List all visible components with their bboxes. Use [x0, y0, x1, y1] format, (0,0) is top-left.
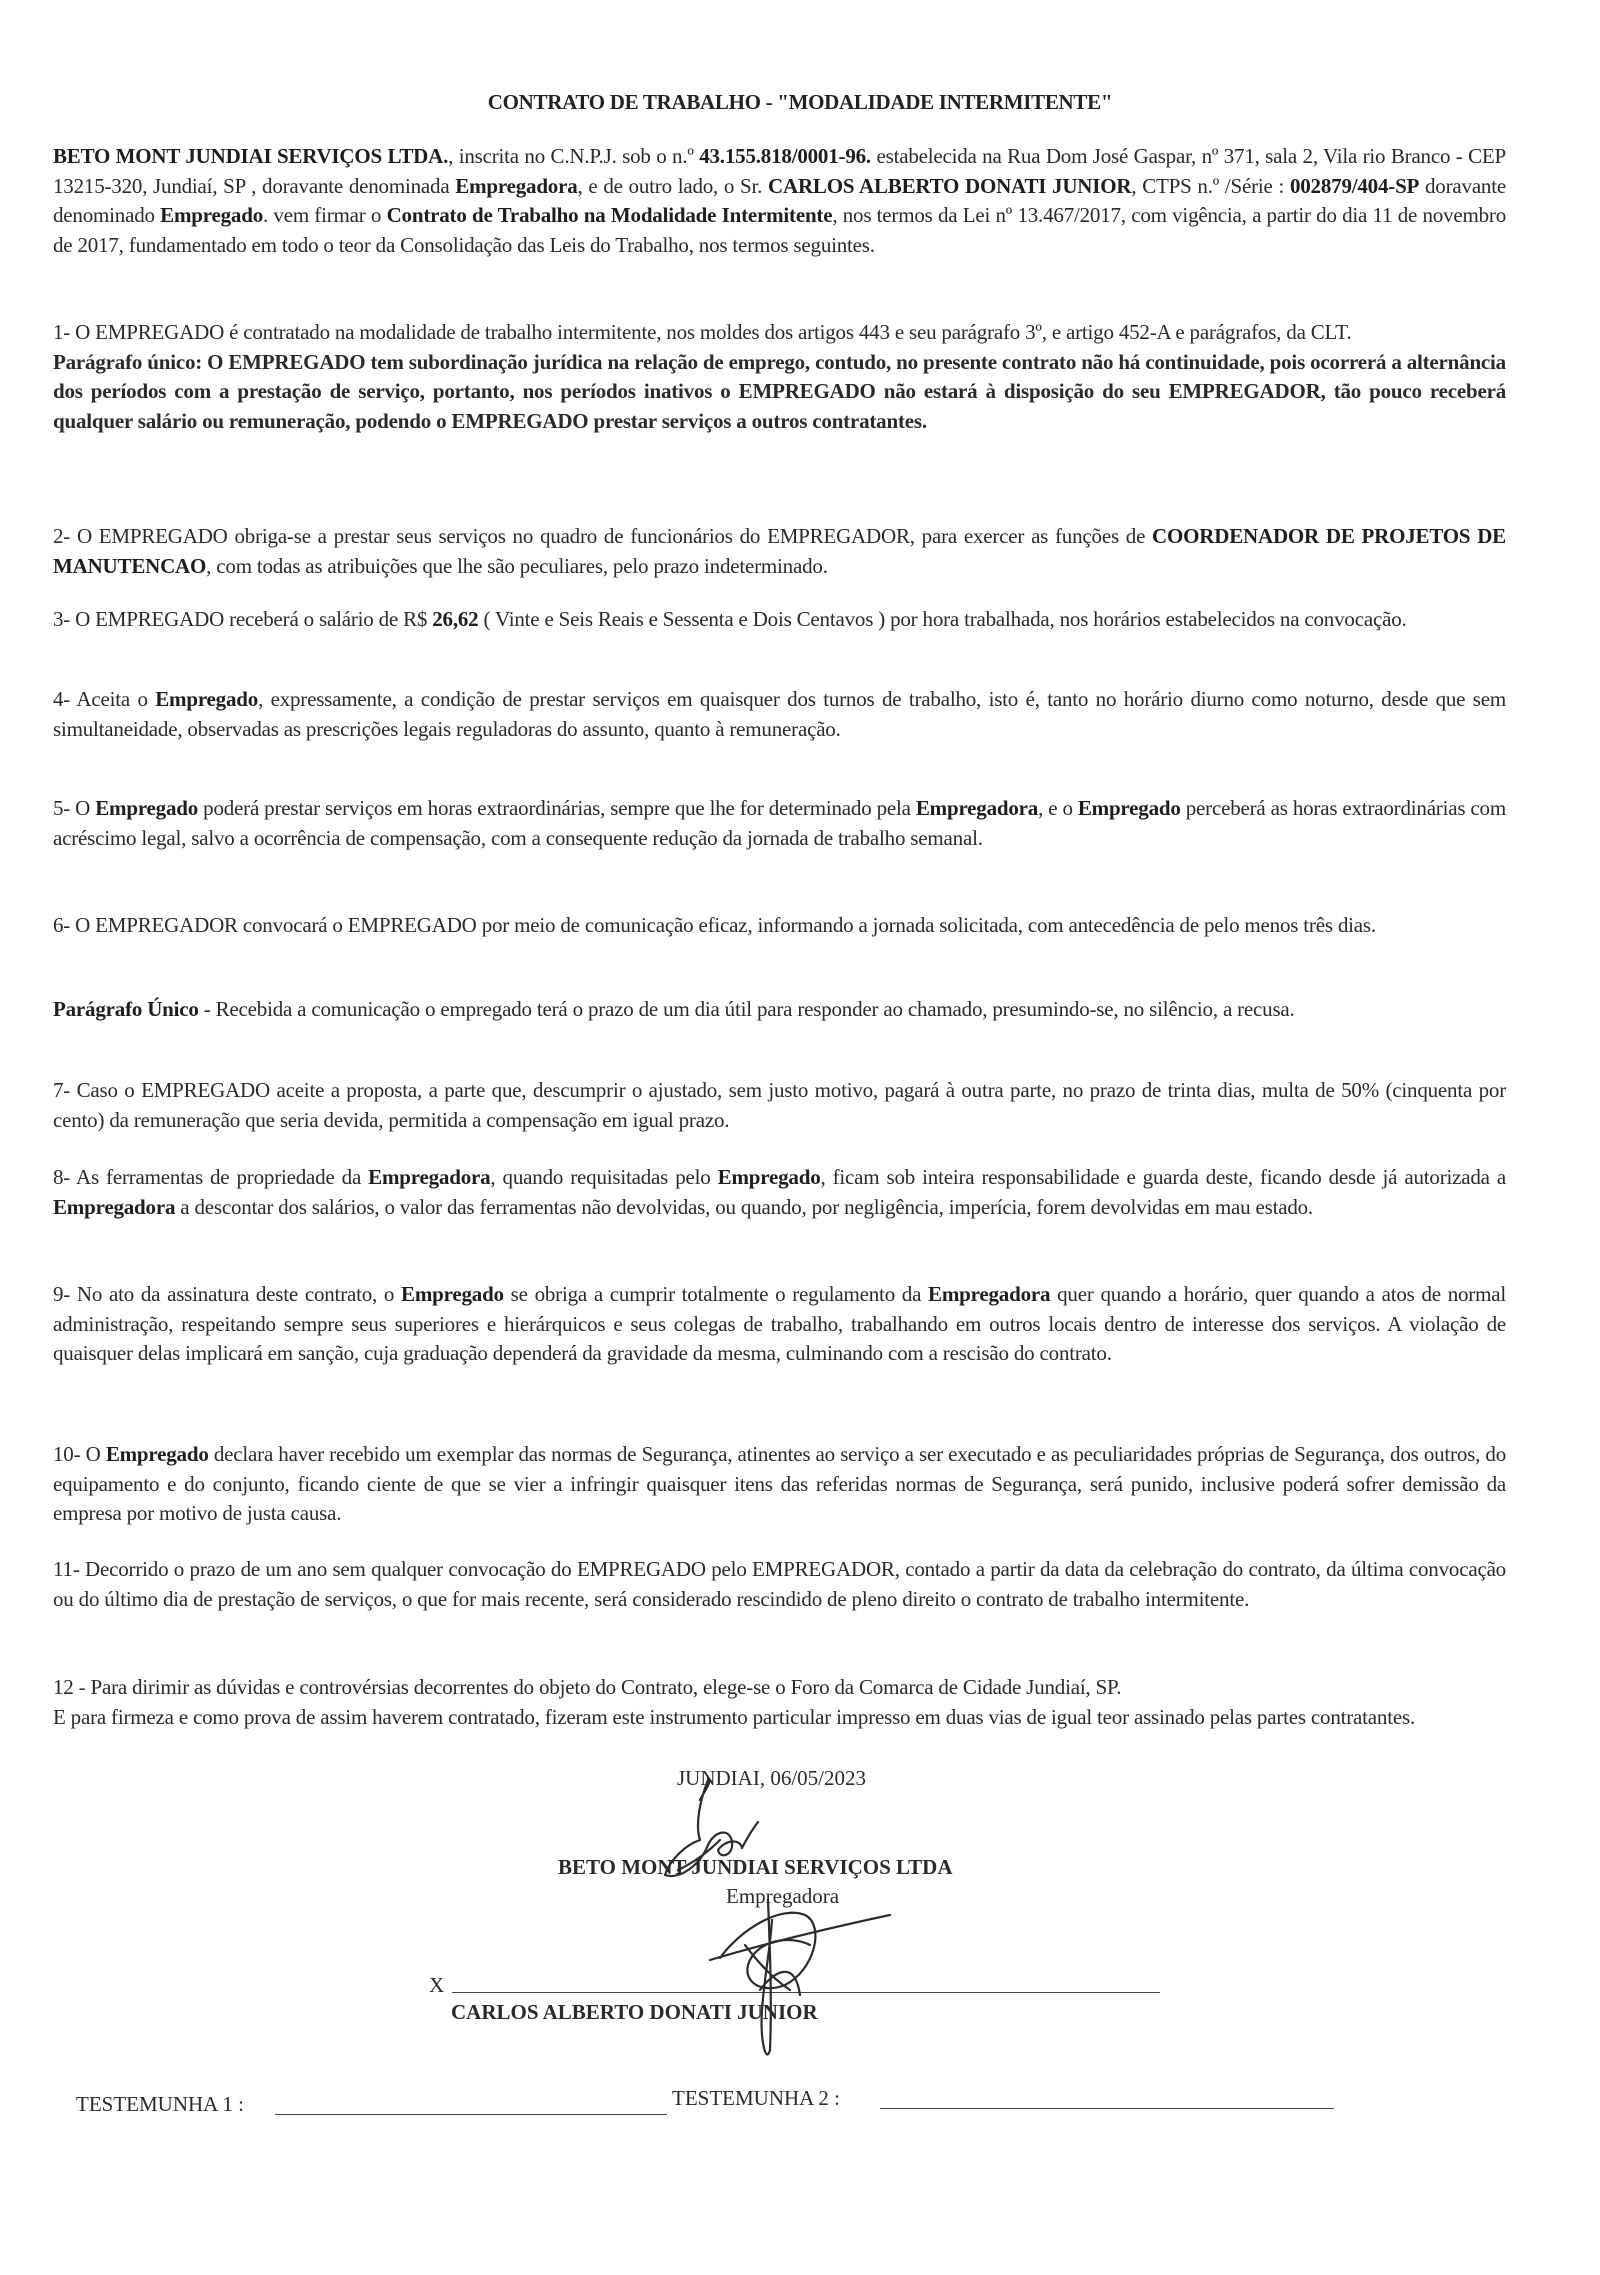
intro-text: , e de outro lado, o Sr. — [577, 173, 769, 198]
witness-1-line[interactable] — [275, 2114, 667, 2115]
clause-5 — [53, 794, 1506, 853]
clause-text: perceberá as horas extraordinárias com acréscimo legal, salvo a ocorrência de compensação, com a consequente redução da jornada de trabalho semanal. — [53, 796, 1506, 850]
clause-10 — [53, 1440, 1506, 1529]
paragraph-label: Parágrafo Único — [53, 997, 199, 1021]
witness-2-line[interactable] — [880, 2108, 1334, 2109]
clause-4 — [53, 685, 1506, 744]
intro-text: . vem firmar o — [263, 203, 387, 227]
clause-text: 2- O EMPREGADO obriga-se a prestar seus serviços no quadro de funcionários do EMPREGADOR, para exercer as funções de — [53, 524, 1153, 548]
clause-text: 9- No ato da assinatura deste contrato, o — [53, 1282, 402, 1306]
job-role: COORDENADOR DE PROJETOS DE MANUTENCAO — [53, 524, 1506, 578]
clause-text: , com todas as atribuições que lhe são peculiares, pelo prazo indeterminado. — [206, 553, 828, 578]
clause-text: , ficam sob inteira responsabilidade e guarda deste, ficando desde já autorizada a — [820, 1165, 1506, 1189]
clause-6-paragraph — [53, 995, 1506, 1025]
clause-1 — [53, 318, 1506, 436]
clause-text: 4- Aceita o — [53, 687, 156, 711]
employer-role: Empregadora — [726, 1884, 840, 1908]
term-empregado: Empregado — [717, 1165, 821, 1189]
cnpj-number: 43.155.818/0001-96. — [699, 144, 871, 168]
paragraph-label: Parágrafo único: — [53, 349, 208, 374]
clause-11 — [53, 1555, 1506, 1614]
clause-text: se obriga a cumprir totalmente o regulamento da — [503, 1282, 929, 1306]
clause-9 — [53, 1280, 1506, 1369]
contract-name: Contrato de Trabalho na Modalidade Intermitente — [386, 203, 833, 227]
document-title: CONTRATO DE TRABALHO - "MODALIDADE INTERMITENTE" — [487, 90, 1113, 114]
clause-text: - Recebida a comunicação o empregado terá o prazo de um dia útil para responder ao chamado, presumindo-se, no silêncio, a recusa. — [198, 997, 1295, 1021]
employee-handwritten-signature — [700, 1890, 900, 2070]
clause-text: 8- As ferramentas de propriedade da — [53, 1165, 369, 1189]
clause-1-text: 1- O EMPREGADO é contratado na modalidade de trabalho intermitente, nos moldes dos artigos 443 e seu parágrafo 3º, e artigo 452-A e parágrafos, da CLT. — [53, 320, 1352, 344]
clause-8 — [53, 1163, 1506, 1222]
term-empregado: Empregado — [401, 1282, 504, 1306]
clause-3 — [53, 605, 1506, 635]
term-empregadora: Empregadora — [53, 1194, 176, 1219]
witness-2-label: TESTEMUNHA 2 : — [672, 2086, 840, 2110]
term-empregado: Empregado — [155, 687, 259, 711]
closing-text: E para firmeza e como prova de assim haverem contratado, fizeram este instrumento particular impresso em duas vias de igual teor assinado pelas partes contratantes. — [53, 1704, 1416, 1729]
x-mark: X — [429, 1973, 445, 1997]
clause-text: 5- O — [53, 796, 96, 820]
clause-1-paragraph: O EMPREGADO tem subordinação jurídica na relação de emprego, contudo, no presente contrato não há continuidade, pois ocorrerá a alternância dos períodos com a prestação de serviço, portanto, nos períodos inativos o EMPREGADO não estará à disposição do seu EMPREGADOR, tão pouco receberá qualquer salário ou remuneração, podendo o EMPREGADO prestar serviços a outros contratantes. — [53, 349, 1506, 433]
term-empregado: Empregado — [160, 203, 263, 227]
clause-11-text: 11- Decorrido o prazo de um ano sem qualquer convocação do EMPREGADO pelo EMPREGADOR, contado a partir da data da celebração do contrato, da última convocação ou do último dia de prestação de serviços, o que for mais recente, será considerado rescindido de pleno direito o contrato de trabalho intermitente. — [53, 1557, 1506, 1611]
clause-12-text: 12 - Para dirimir as dúvidas e controvérsias decorrentes do objeto do Contrato, elege-se o Foro da Comarca de Cidade Jundiaí, SP. — [53, 1675, 1122, 1699]
term-empregado: Empregado — [1077, 796, 1181, 820]
salary-amount: 26,62 — [432, 607, 479, 631]
employer-signatory: BETO MONT JUNDIAI SERVIÇOS LTDA — [558, 1855, 953, 1879]
clause-2 — [53, 522, 1506, 581]
clause-text: quer quando a horário, quer quando a atos de normal administração, respeitando sempre seus superiores e hierárquicos e seus colegas de trabalho, trabalhando em outros locais dentro de interesse dos serviços. A violação de quaisquer delas implicará em sanção, cuja graduação dependerá da gravidade da mesma, culminando com a rescisão do contrato. — [53, 1282, 1506, 1365]
intro-paragraph — [53, 142, 1506, 260]
clause-text: 3- O EMPREGADO receberá o salário de R$ — [53, 607, 433, 631]
term-empregado: Empregado — [95, 796, 199, 820]
clause-7 — [53, 1076, 1506, 1135]
clause-text: declara haver recebido um exemplar das normas de Segurança, atinentes ao serviço a ser executado e as peculiaridades próprias de Segurança, dos outros, do equipamento e do conjunto, ficando ciente de que se vier a infringir quaisquer itens das referidas normas de Segurança, será punido, inclusive poderá sofrer demissão da empresa por motivo de justa causa. — [53, 1442, 1506, 1525]
intro-text: doravante denominado — [53, 173, 1506, 227]
intro-text: , nos termos da Lei nº 13.467/2017, com vigência, a partir do dia 11 de novembro de 2017, fundamentado em todo o teor da Consolidação das Leis do Trabalho, nos termos seguintes. — [53, 203, 1507, 257]
clause-text: ( Vinte e Seis Reais e Sessenta e Dois Centavos ) por hora trabalhada, nos horários estabelecidos na convocação. — [478, 607, 1407, 631]
intro-text: estabelecida na Rua Dom José Gaspar, nº 371, sala 2, Vila rio Branco - CEP 13215-320, Jundiaí, SP , doravante denominada — [53, 144, 1506, 198]
clause-6 — [53, 911, 1506, 941]
term-empregadora: Empregadora — [368, 1165, 491, 1189]
term-empregadora: Empregadora — [455, 173, 578, 198]
employer-name: BETO MONT JUNDIAI SERVIÇOS LTDA. — [53, 144, 449, 168]
clause-text: poderá prestar serviços em horas extraordinárias, sempre que lhe for determinado pela — [198, 796, 916, 820]
clause-text: 10- O — [53, 1442, 106, 1466]
clause-text: , quando requisitadas pelo — [490, 1165, 718, 1189]
term-empregadora: Empregadora — [928, 1282, 1051, 1306]
term-empregadora: Empregadora — [915, 796, 1039, 820]
intro-text: , CTPS n.º /Série : — [1131, 173, 1290, 198]
place-date: JUNDIAI, 06/05/2023 — [677, 1766, 866, 1790]
intro-text: , inscrita no C.N.P.J. sob o n.º — [448, 144, 700, 168]
employee-name: CARLOS ALBERTO DONATI JUNIOR — [768, 173, 1132, 198]
term-empregado: Empregado — [105, 1442, 209, 1466]
witness-1-label: TESTEMUNHA 1 : — [76, 2092, 244, 2116]
clause-text: a descontar dos salários, o valor das ferramentas não devolvidas, ou quando, por negligência, imperícia, forem devolvidas em mau estado. — [175, 1194, 1313, 1219]
clause-text: , expressamente, a condição de prestar serviços em quaisquer dos turnos de trabalho, isto é, tanto no horário diurno como noturno, desde que sem simultaneidade, observadas as prescrições legais reguladoras do assunto, quanto à remuneração. — [53, 687, 1506, 741]
clause-6-text: 6- O EMPREGADOR convocará o EMPREGADO por meio de comunicação eficaz, informando a jornada solicitada, com antecedência de pelo menos três dias. — [53, 913, 1376, 937]
clause-7-text: 7- Caso o EMPREGADO aceite a proposta, a parte que, descumprir o ajustado, sem justo motivo, pagará à outra parte, no prazo de trinta dias, multa de 50% (cinquenta por cento) da remuneração que seria devida, permitida a compensação em igual prazo. — [53, 1078, 1506, 1132]
ctps-number: 002879/404-SP — [1289, 173, 1420, 198]
employee-signatory: CARLOS ALBERTO DONATI JUNIOR — [451, 2000, 818, 2024]
clause-12 — [53, 1673, 1506, 1732]
clause-text: , e o — [1038, 796, 1078, 820]
employer-handwritten-signature — [640, 1770, 780, 1900]
